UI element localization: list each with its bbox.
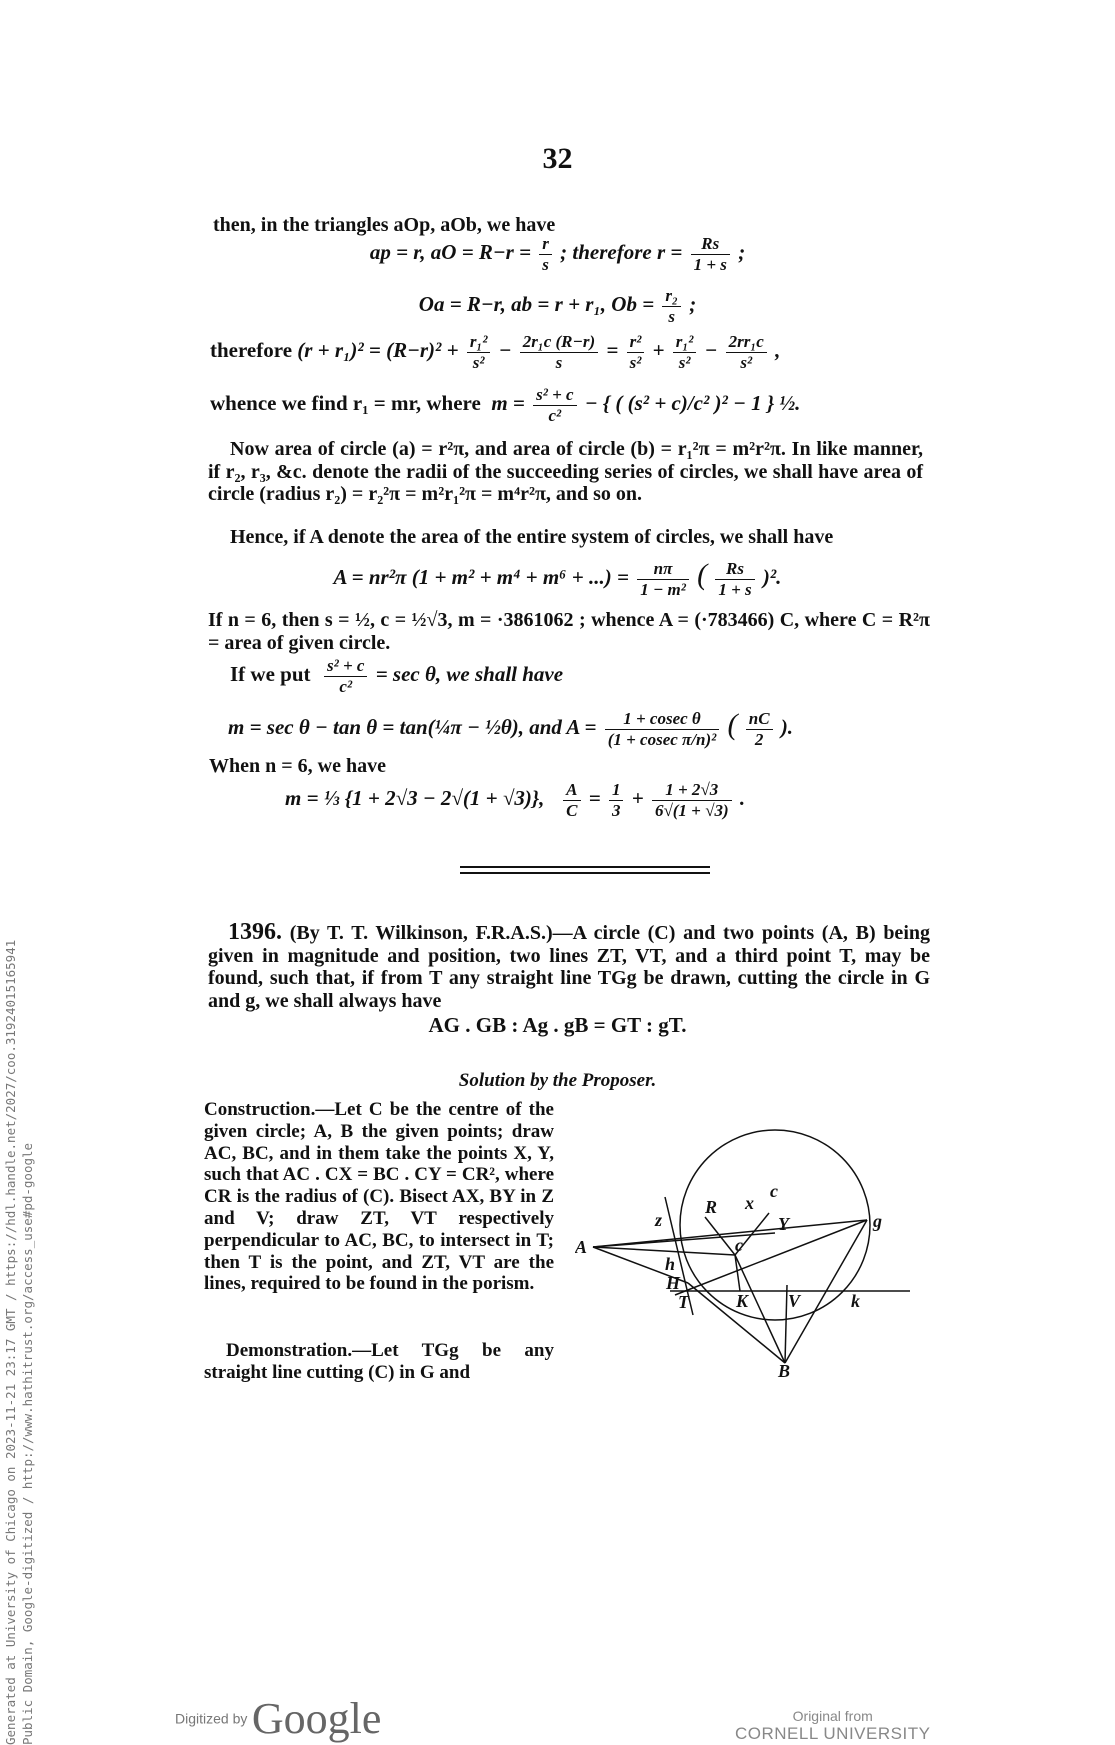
eq3-frac-5: [726, 332, 767, 372]
eq4-num: s² + c: [533, 385, 576, 406]
eq3-f2-num: 2r₁c (R−r): [520, 332, 598, 353]
line-t-g: [675, 1220, 867, 1295]
eq4-m: m =: [491, 390, 525, 415]
eq7-f2-num: nC: [746, 709, 773, 730]
eq2-den: s: [668, 306, 675, 326]
eq3-f5-den: s²: [740, 352, 753, 372]
google-logo: Google: [251, 1694, 382, 1743]
eq4-frac: [533, 385, 576, 425]
eq4-rest: − { ( (s² + c)/c² )² − 1 } ½.: [584, 390, 801, 415]
eq2-text-a: Oa = R−r, ab = r + r₁, Ob =: [418, 291, 655, 316]
footer-digitized: [175, 1693, 381, 1744]
cornell-university-text: CORNELL UNIVERSITY: [735, 1724, 931, 1743]
eq6-den: c²: [339, 676, 353, 696]
eq5-frac-1: [637, 559, 689, 599]
side-notice-line-1: Generated at University of Chicago on 2023-11-21 23:17 GMT / https://hdl.handle.net/2027/coo.31924015165941: [3, 939, 18, 1745]
eq5-f2-num: Rs: [715, 559, 754, 580]
eq5-f1-den: 1 − m²: [640, 579, 686, 599]
label-k-small: k: [851, 1291, 860, 1311]
intro-line: then, in the triangles aOp, aOb, we have: [213, 214, 556, 236]
section-rule-top: [460, 866, 710, 868]
eq3-text-a: (r + r₁)² = (R−r)² +: [297, 337, 459, 362]
label-r: R: [705, 1197, 718, 1217]
footer-original: [735, 1708, 930, 1744]
porism-figure: [575, 1105, 915, 1385]
solution-heading: Solution by the Proposer.: [458, 1070, 657, 1091]
eq9-plus: +: [631, 785, 644, 810]
eq6-frac: [324, 656, 367, 696]
line-v-b: [785, 1285, 787, 1363]
label-t: T: [678, 1292, 689, 1312]
eq3-f4-den: s²: [678, 352, 691, 372]
eq2-frac: [662, 286, 681, 326]
eq9-equals: =: [588, 785, 601, 810]
line-a-g: [593, 1220, 867, 1247]
paragraph-if-n-6: If n = 6, then s = ½, c = ½√3, m = ·3861062 ; whence A = (·783466) C, where C = R²π = area of given circle.: [208, 609, 930, 654]
eq7-f1-num: 1 + cosec θ: [605, 709, 720, 730]
section-rule-bottom: [460, 872, 710, 874]
equation-3: [210, 332, 780, 372]
label-y: Y: [778, 1214, 789, 1234]
label-h-upper: H: [666, 1273, 681, 1293]
digitized-by-text: Digitized by: [175, 1710, 248, 1727]
eq3-lead: therefore: [210, 337, 293, 362]
eq3-frac-3: [627, 332, 645, 372]
eq3-f3-den: s²: [629, 352, 642, 372]
line-a-c: [593, 1247, 735, 1255]
eq4-den: c²: [548, 405, 562, 425]
eq5-paren-open: (: [697, 558, 708, 591]
eq2-num: r₂: [662, 286, 681, 307]
label-b: B: [778, 1361, 791, 1381]
label-x: x: [745, 1193, 754, 1213]
eq6-lead: If we put: [230, 661, 311, 686]
eq2-text-b: ;: [689, 291, 697, 316]
eq1-f2-num: Rs: [691, 234, 730, 255]
eq5-paren-close: )².: [762, 565, 782, 589]
eq5-f2-den: 1 + s: [718, 579, 752, 599]
equation-9: [285, 780, 745, 820]
eq9-frac-2: [609, 780, 624, 820]
equation-6: [230, 656, 563, 696]
eq6-num: s² + c: [324, 656, 367, 677]
problem-equation: AG . GB : Ag . gB = GT : gT.: [428, 1013, 687, 1037]
problem-number: 1396.: [228, 919, 282, 945]
eq9-f1-num: A: [563, 780, 580, 801]
eq9-f2-den: 3: [611, 800, 621, 820]
eq1-frac-2: [691, 234, 730, 274]
equation-4: [210, 385, 800, 425]
eq1-f1-den: s: [542, 254, 549, 274]
paragraph-areas: Now area of circle (a) = r²π, and area of circle (b) = r₁²π = m²r²π. In like manner, if r₂, r₃, &c. denote the radii of the succeeding series of circles, we shall have area of circle (radius r₂) = r₂²π = m²r₁²π = m⁴r²π, and so on.: [208, 438, 923, 505]
construction-paragraph: Construction.—Let C be the centre of the given circle; A, B the given points; draw AC, BC, and in them take the points X, Y, such that AC . CX = BC . CY = CR², where CR is the radius of (C). Bisect AX, BY in Z and V; draw ZT, VT respectively perpendicular to AC, BC, to intersect in T; then T is the point, and ZT, VT are the lines, required to be found in the porism.: [204, 1099, 554, 1295]
demonstration-paragraph: Demonstration.—Let TGg be any straight line cutting (C) in G and: [204, 1340, 554, 1383]
eq3-f3-num: r²: [627, 332, 645, 353]
label-c-top: c: [770, 1181, 778, 1201]
label-g: g: [873, 1211, 882, 1231]
eq6-text-b: = sec θ, we shall have: [375, 661, 564, 686]
eq7-f2-den: 2: [754, 729, 764, 749]
label-c: c: [735, 1235, 743, 1255]
eq4-lead: whence we find r₁ = mr, where: [210, 390, 481, 415]
eq9-frac-1: [563, 780, 580, 820]
eq9-f3-num: 1 + 2√3: [652, 780, 732, 801]
eq7-f1-den: (1 + cosec π/n)²: [607, 729, 717, 749]
eq1-f2-den: 1 + s: [693, 254, 727, 274]
eq3-minus-1: −: [498, 337, 512, 362]
eq9-f3-den: 6√(1 + √3): [654, 800, 729, 820]
eq3-frac-2: [520, 332, 598, 372]
eq9-frac-3: [652, 780, 732, 820]
label-h: h: [665, 1254, 676, 1274]
eq3-f1-num: r₁²: [467, 332, 491, 353]
equation-5: [0, 558, 1115, 599]
problem-1396: [208, 921, 930, 1012]
eq5-f1-num: nπ: [637, 559, 689, 580]
eq3-frac-1: [467, 332, 491, 372]
problem-text: (By T. T. Wilkinson, F.R.A.S.)—A circle (C) and two points (A, B) being given in magnitude and position, two lines ZT, VT, and a third point T, may be found, such that, if from T any straight line TGg be drawn, cutting the circle in G and g, we shall always have: [208, 922, 930, 1012]
side-notice: [2, 940, 36, 1745]
eq5-frac-2: [715, 559, 754, 599]
eq5-text-a: A = nr²π (1 + m² + m⁴ + m⁶ + ...) =: [333, 565, 629, 589]
eq3-end: ,: [775, 337, 781, 362]
label-z: z: [655, 1210, 663, 1230]
original-from-text: Original from: [792, 1708, 873, 1724]
eq9-text-a: m = ⅓ {1 + 2√3 − 2√(1 + √3)},: [285, 785, 545, 810]
eq3-plus: +: [652, 337, 665, 362]
eq1-text-c: ;: [738, 239, 746, 264]
eq3-equals: =: [606, 337, 619, 362]
side-notice-line-2: Public Domain, Google-digitized / http://www.hathitrust.org/access_use#pd-google: [20, 1142, 35, 1745]
equation-2: [0, 286, 1115, 326]
eq7-paren-close: ).: [780, 715, 794, 739]
paragraph-hence: Hence, if A denote the area of the entire system of circles, we shall have: [230, 526, 834, 548]
eq9-end: .: [739, 785, 746, 810]
eq7-frac-1: [605, 709, 720, 749]
label-v: V: [788, 1291, 801, 1311]
eq1-text-b: ; therefore r =: [560, 239, 683, 264]
label-a: A: [575, 1237, 588, 1257]
equation-1: [0, 234, 1115, 274]
eq3-f1-den: s²: [472, 352, 485, 372]
label-k: K: [736, 1291, 749, 1311]
page-number: 32: [542, 142, 573, 175]
eq3-frac-4: [673, 332, 697, 372]
eq7-frac-2: [746, 709, 773, 749]
equation-7: [228, 708, 793, 749]
eq7-text-a: m = sec θ − tan θ = tan(¼π − ½θ), and A =: [228, 715, 597, 739]
eq3-f5-num: 2rr₁c: [726, 332, 767, 353]
eq3-f2-den: s: [555, 352, 563, 372]
eq1-f1-num: r: [539, 234, 552, 255]
eq3-f4-num: r₁²: [673, 332, 697, 353]
eq9-f2-num: 1: [609, 780, 624, 801]
eq3-minus-2: −: [704, 337, 718, 362]
eq9-f1-den: C: [566, 800, 578, 820]
eq1-frac-1: [539, 234, 552, 274]
when-n-6-line: When n = 6, we have: [209, 755, 386, 777]
eq1-text-a: ap = r, aO = R−r =: [369, 239, 532, 264]
eq7-paren-open: (: [727, 708, 738, 741]
